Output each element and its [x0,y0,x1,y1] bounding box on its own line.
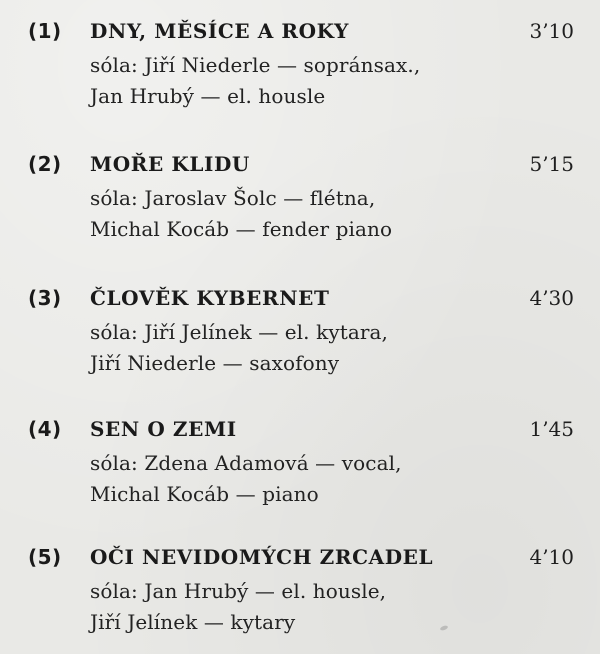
track-number: (2) [28,152,62,176]
track-duration: 5’15 [529,152,574,176]
track-duration: 3’10 [529,19,574,43]
track-credits-line-2: Jan Hrubý — el. housle [90,84,326,108]
track-credits-line-1: sóla: Jiří Jelínek — el. kytara, [90,320,389,344]
track-credits-line-1: sóla: Zdena Adamová — vocal, [90,451,402,475]
track-duration: 4’10 [529,545,574,569]
track-duration: 1’45 [529,417,574,441]
track-credits-line-2: Jiří Jelínek — kytary [90,610,296,634]
track-number: (5) [28,545,62,569]
paper-speck [440,625,449,631]
track-credits-line-1: sóla: Jan Hrubý — el. housle, [90,579,387,603]
track-title: SEN O ZEMI [90,417,237,441]
track-title: ČLOVĚK KYBERNET [90,286,330,310]
track-credits-line-2: Jiří Niederle — saxofony [90,351,340,375]
track-title: DNY, MĚSÍCE A ROKY [90,19,350,43]
track-number: (4) [28,417,62,441]
track-credits-line-1: sóla: Jaroslav Šolc — flétna, [90,186,376,210]
track-credits-line-2: Michal Kocáb — piano [90,482,319,506]
track-number: (1) [28,19,62,43]
track-duration: 4’30 [529,286,574,310]
track-number: (3) [28,286,62,310]
track-credits-line-2: Michal Kocáb — fender piano [90,217,393,241]
track-title: OČI NEVIDOMÝCH ZRCADEL [90,545,434,569]
track-title: MOŘE KLIDU [90,152,250,176]
track-credits-line-1: sóla: Jiří Niederle — sopránsax., [90,53,421,77]
